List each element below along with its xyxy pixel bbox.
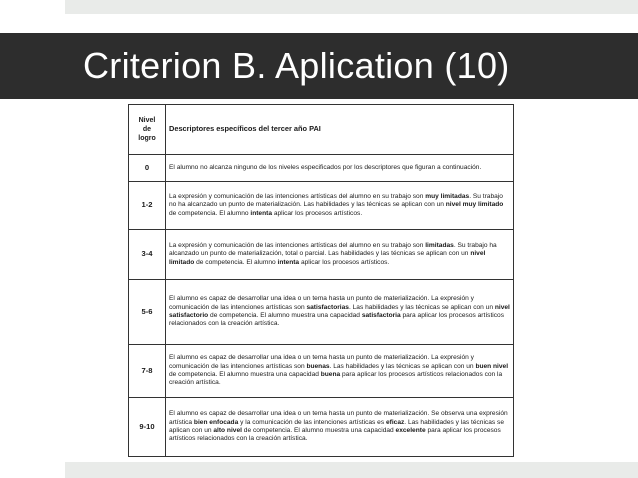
descriptor-text: de competencia. El alumno (194, 258, 278, 266)
emphasis-text: limitadas (425, 241, 454, 249)
descriptor-text: . Las habilidades y las técnicas se aplican con un (169, 418, 504, 434)
emphasis-text: nivel muy limitado (445, 201, 504, 209)
emphasis-text: buenas (306, 362, 330, 370)
descriptor-text: . Su trabajo ha alcanzado un punto de materialización, total o parcial. Las habilidades y las técnicas se aplican con un (169, 241, 497, 258)
level-cell: 7-8 (129, 345, 166, 398)
level-cell: 1-2 (129, 182, 166, 230)
table-row (129, 182, 514, 230)
descriptor-text: La expresión y comunicación de las intenciones artísticas del alumno en su trabajo son (169, 192, 426, 200)
descriptor-text: de competencia. El alumno (169, 209, 251, 217)
emphasis-text: buena (320, 371, 341, 378)
table-row (129, 230, 514, 280)
emphasis-text: muy limitadas (425, 192, 470, 200)
table-row (129, 155, 514, 182)
descriptor-text: para aplicar los procesos artísticos relacionados con la creación artística. (169, 371, 503, 387)
level-header-line: logro (138, 135, 156, 142)
descriptor-cell (166, 345, 514, 398)
descriptor-text: El alumno es capaz de desarrollar una idea o un tema hasta un punto de materialización. La expresión y comunicación de las intenciones artísticas son (169, 295, 474, 311)
descriptor-cell (166, 280, 514, 345)
descriptor-text: El alumno es capaz de desarrollar una idea o un tema hasta un punto de materialización. La expresión y comunicación de las intenciones artísticas son (169, 354, 474, 370)
top-decorative-stripe (65, 0, 638, 14)
level-cell: 5-6 (129, 280, 166, 345)
descriptor-text: El alumno no alcanza ninguno de los niveles especificados por los descriptores que figuran a continuación. (169, 163, 482, 171)
level-header-line: Nivel (138, 117, 156, 124)
table-row (129, 345, 514, 398)
emphasis-text: intenta (277, 258, 300, 266)
level-header (129, 105, 166, 155)
emphasis-text: intenta (250, 209, 272, 217)
descriptor-text: . Las habilidades y las técnicas se aplican con un (329, 362, 476, 370)
descriptor-cell (166, 182, 514, 230)
descriptor-text: para aplicar los procesos artísticos relacionados con la creación artística. (169, 427, 501, 443)
emphasis-text: buen nivel (475, 362, 509, 370)
descriptor-cell (166, 230, 514, 280)
emphasis-text: excelente (395, 427, 426, 434)
level-header-line: de (142, 126, 152, 133)
level-cell: 0 (129, 155, 166, 182)
table-header-row (129, 105, 514, 155)
table-row (129, 280, 514, 345)
emphasis-text: satisfactoria (361, 312, 401, 319)
descriptor-text: de competencia. El alumno muestra una capacidad (241, 427, 396, 434)
descriptor-cell (166, 155, 514, 182)
descriptor-text: de competencia. El alumno muestra una capacidad (169, 371, 321, 378)
descriptor-text: . Las habilidades y las técnicas se aplican con un (348, 303, 495, 311)
descriptor-cell (166, 398, 514, 457)
level-cell: 9-10 (129, 398, 166, 457)
descriptor-header: Descriptores específicos del tercer año PAI (166, 105, 514, 155)
emphasis-text: eficaz (385, 418, 405, 426)
descriptor-text: . Su trabajo no ha alcanzado un punto de materialización. Las habilidades y las técnicas se aplican con un (169, 192, 503, 209)
emphasis-text: bien enfocada (193, 418, 239, 426)
emphasis-text: nivel limitado (169, 250, 486, 266)
level-cell: 3-4 (129, 230, 166, 280)
descriptor-text: aplicar los procesos artísticos. (272, 209, 363, 217)
descriptor-text: y la comunicación de las intenciones artísticas es (238, 418, 386, 426)
rubric-table (128, 104, 514, 457)
descriptor-text: La expresión y comunicación de las intenciones artísticas del alumno en su trabajo son (169, 241, 426, 249)
emphasis-text: nivel satisfactorio (169, 303, 510, 319)
rubric-table-container (128, 104, 514, 458)
emphasis-text: satisfactorias (306, 303, 349, 311)
descriptor-text: para aplicar los procesos artísticos relacionados con la creación artística. (169, 312, 505, 328)
bottom-decorative-stripe (65, 462, 638, 478)
emphasis-text: alto nivel (213, 427, 242, 434)
descriptor-text: de competencia. El alumno muestra una capacidad (208, 312, 362, 319)
descriptor-text: aplicar los procesos artísticos. (299, 258, 390, 266)
descriptor-text: El alumno es capaz de desarrollar una idea o un tema hasta un punto de materialización. Se observa una expresión artística (169, 410, 508, 426)
slide-title: Criterion B. Aplication (10) (83, 45, 510, 86)
table-row (129, 398, 514, 457)
